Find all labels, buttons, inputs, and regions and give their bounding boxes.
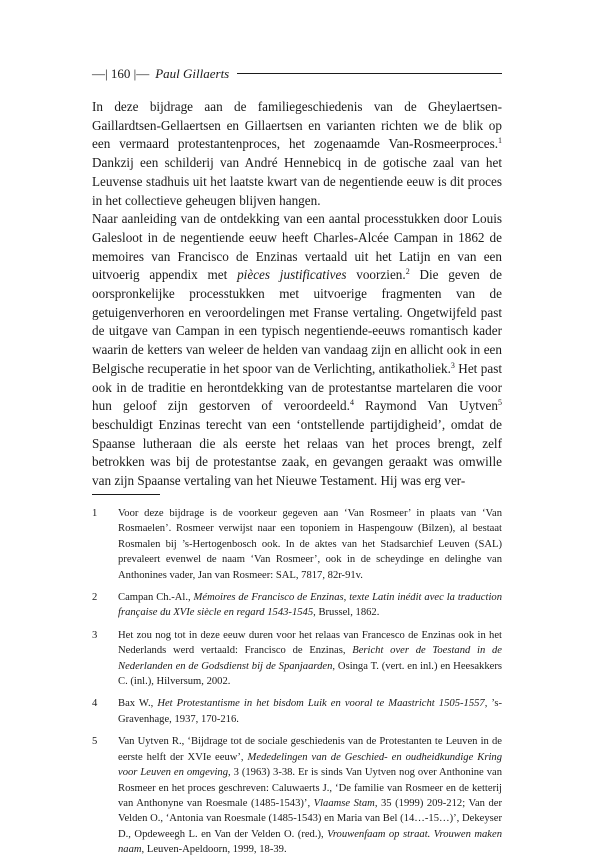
body-text (92, 98, 502, 491)
footnote-separator (92, 494, 160, 495)
footnote-3 (92, 628, 502, 690)
footnote-number: 4 (92, 698, 98, 710)
paragraph-1: In deze bijdrage aan de familiegeschiedenis van de Gheylaertsen-Gaillardtsen-Gellaertsen en Gillaertsen en varianten richten we de blik op een vermaard protestantenproces, het zogenaamde Van-Rosmeerproces.$^1$ Dankzij een schilderij van André Hennebicq in de gotische zaal van het Leuvense stadhuis uit het laatste kwart van de negentiende eeuw is dit proces in het collectieve geheugen blijven hangen. (92, 99, 502, 208)
footnote-ref-5[interactable]: 5 (498, 398, 503, 408)
footnote-4 (92, 696, 502, 727)
paragraph-2: Naar aanleiding van de ontdekking van een aantal processtukken door Louis Galesloot in de negentiende eeuw heeft Charles-Alcée Campan in 1862 de memoires van Francisco de Enzinas vertaald uit het Latijn en van een uitvoerig appendix met pièces justificatives voorzien.$^2$ Die geven de oorspronkelijke processtukken met uitvoerige fragmenten van de getuigenverhoren en veroordelingen met Franse vertaling. Ongetwijfeld past de uitgave van Campan in een typisch negentiende-eeuws romantisch kader waarin de ketters van weleer de helden van vandaag zijn en allicht ook in een Belgische recuperatie in het spoor van de Verlichting, antikatholiek.$^3$ Het past ook in de traditie en herontdekking van de protestantse martelaren die voor hun geloof zijn gestorven of veroordeeld.$^4$ Raymond Van Uytven$^5$ beschuldigt Enzinas terecht van een ‘ontstellende partijdigheid’, omdat de Spaanse lutheraan die als eerste het relaas van het proces brengt, zelf betrokken was bij de protestantse zaak, en gevangen geraakt was omwille van zijn Spaanse vertaling van het Nieuwe Testament. Hij was erg ver- (92, 211, 503, 489)
footnote-1 (92, 506, 502, 583)
page-number: —| 160 |— (92, 66, 150, 81)
footnote-ref-3[interactable]: 3 (450, 360, 455, 370)
footnote-text: Voor deze bijdrage is de voorkeur gegeven aan ‘Van Rosmeer’ in plaats van ‘Van Rosmaelen’. Rosmeer verwijst naar een toponiem in Haspengouw (Bilzen), al bestaat Rosmalen bij ’s-Hertogenbosch ook. In de aktes van het Stadsarchief Leuven (SAL) prevaleert evenwel de naam ‘Van Rosmeer’, ook in de scheydinge en delinghe van Anthonines vader, Jan van Rosmeer: SAL, 7817, 82r-91v. (118, 508, 502, 581)
footnote-number: 2 (92, 592, 98, 604)
footnote-number: 5 (92, 736, 98, 748)
footnote-5 (92, 734, 502, 857)
running-head-author: Paul Gillaerts (155, 66, 230, 81)
footnote-number: 1 (92, 508, 98, 519)
running-header (92, 66, 502, 82)
footnote-text: Van Uytven R., ‘Bijdrage tot de sociale geschiedenis van de Protestanten te Leuven in de eerste helft der XVIe eeuw’, Mededelingen van de Geschied- en oudheidkundige Kring voor Leuven en omgeving, 3 (1963) 3-38. Er is sinds Van Uytven nog over Anthonine van Rosmeer en het proces geschreven: Caluwaerts J., ‘De familie van Rosmeer en de ketterij van Anthonyne van Roesmale (1485-1543)’, Vlaamse Stam, 35 (1999) 209-212; Van der Velden O., ‘Antonia van Roesmale (1485-1543) en Maria van Bel (14…-15…)’, Dekeyser D., Opdeweegh L. en Van der Velden O. (red.), Vrouwenfaam op straat. Vrouwen maken naam, Leuven-Apeldoorn, 1999, 18-39. (118, 736, 502, 856)
footnote-ref-4[interactable]: 4 (349, 398, 354, 408)
footnote-text: Bax W., Het Protestantisme in het bisdom Luik en vooral te Maastricht 1505-1557, ’s-Gravenhage, 1937, 170-216. (118, 698, 503, 725)
footnote-text: Campan Ch.-Al., Mémoires de Francisco de Enzinas, texte Latin inédit avec la traduction française du XVIe siècle en regard 1543-1545, Brussel, 1862. (118, 592, 502, 619)
footnotes (92, 506, 502, 865)
footnote-ref-1[interactable]: 1 (498, 136, 502, 146)
footnote-2 (92, 590, 502, 621)
footnote-text: Het zou nog tot in deze eeuw duren voor het relaas van Francesco de Enzinas ook in het Nederlands werd vertaald: Francisco de Enzinas, Bericht over de Toestand in de Nederlanden en de Godsdienst bij de Spanjaarden, Osinga T. (vert. en inl.) en Heesakkers C. (inl.), Hilversum, 2002. (118, 629, 503, 688)
footnote-ref-2[interactable]: 2 (405, 267, 410, 277)
footnote-number: 3 (92, 629, 98, 641)
header-rule (237, 73, 502, 74)
